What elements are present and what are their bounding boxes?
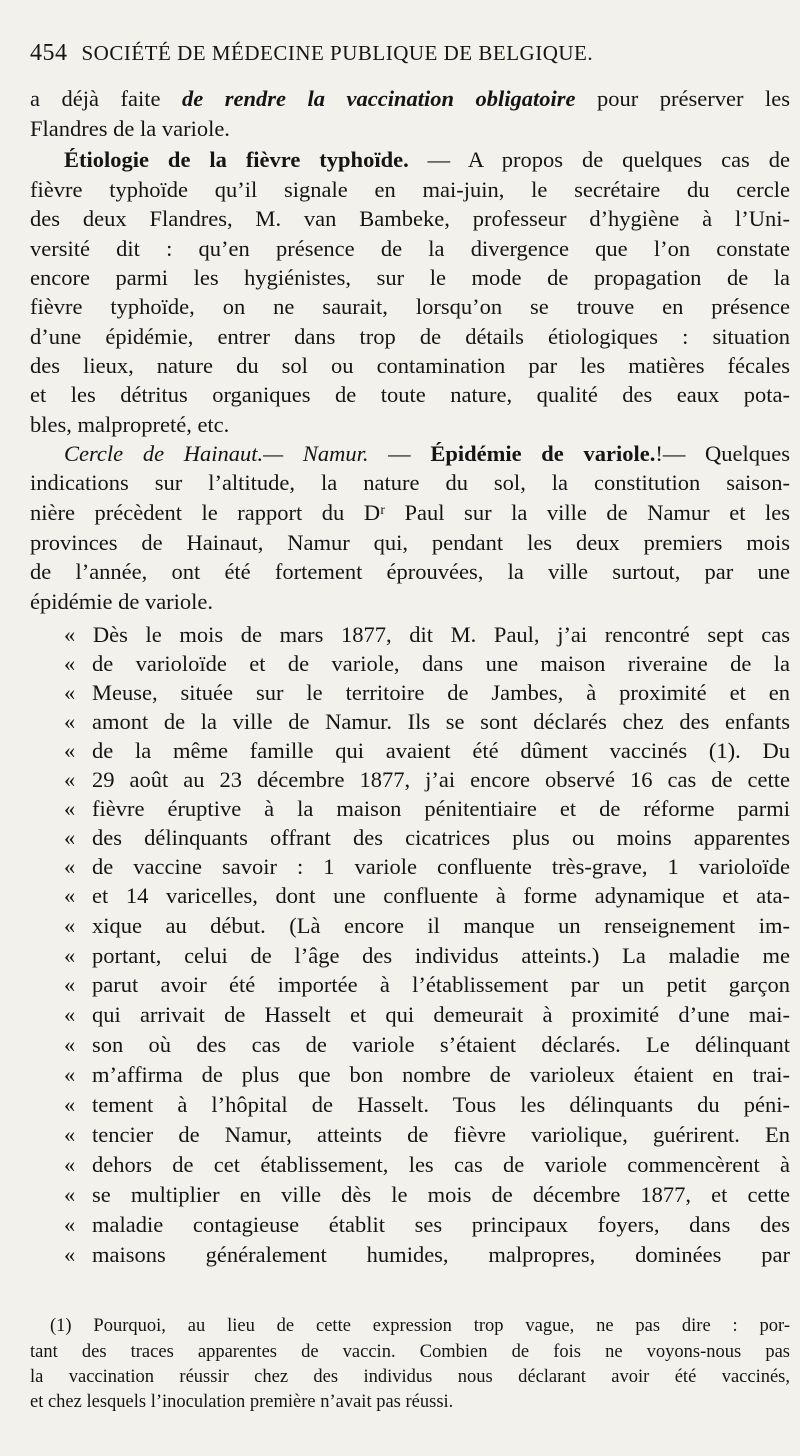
footnote-line: tant des traces apparentes de vaccin. Combien de fois ne voyons-nous pas [30,1342,790,1362]
text-line: Flandres de la variole. [30,116,230,141]
text-line: fièvre typhoïde, on ne saurait, lorsqu’on se trouve en présence [30,294,790,319]
quote-line: « de varioloïde et de variole, dans une maison riveraine de la [64,651,790,676]
quote-line: « et 14 varicelles, dont une confluente à forme adynamique et ata- [64,883,790,908]
text-line: d’une épidémie, entrer dans trop de détails étiologiques : situation [30,324,790,349]
page-number: 454 [30,40,68,66]
quote-line: « maladie contagieuse établit ses principaux foyers, dans des [64,1212,790,1237]
quote-line: « se multiplier en ville dès le mois de décembre 1877, et cette [64,1182,790,1207]
quote-line: « xique au début. (Là encore il manque un renseignement im- [64,913,790,938]
quote-line: « de la même famille qui avaient été dûment vaccinés (1). Du [64,738,790,763]
quote-line: « Meuse, située sur le territoire de Jambes, à proximité et en [64,680,790,705]
section-heading: Épidémie de variole. [430,441,656,466]
text-line: épidémie de variole. [30,589,214,614]
footnote-line: et chez lesquels l’inoculation première n’avait pas réussi. [30,1392,454,1412]
section-heading-line: Cercle de Hainaut.— Namur. — Épidémie de variole.!— Quelques [64,441,790,466]
running-title: SOCIÉTÉ DE MÉDECINE PUBLIQUE DE BELGIQUE. [81,41,594,65]
section-heading-line: Étiologie de la fièvre typhoïde. — A propos de quelques cas de [64,147,790,172]
text-line: encore parmi les hygiénistes, sur le mode de propagation de la [30,265,790,290]
text-line: bles, malpropreté, etc. [30,412,230,437]
text-line: fièvre typhoïde qu’il signale en mai-juin, le secrétaire du cercle [30,177,790,202]
quote-line: « amont de la ville de Namur. Ils se sont déclarés chez des enfants [64,709,790,734]
text-line: des lieux, nature du sol ou contamination par les matières fécales [30,353,790,378]
quote-line: « fièvre éruptive à la maison pénitentiaire et de réforme parmi [64,796,790,821]
text-line: des deux Flandres, M. van Bambeke, professeur d’hygiène à l’Uni- [30,206,790,231]
emphasis-phrase: de rendre la vaccination obligatoire [181,86,576,111]
quote-line: « parut avoir été importée à l’établissement par un petit garçon [64,972,790,997]
quote-line: « m’affirma de plus que bon nombre de varioleux étaient en trai- [64,1062,790,1087]
text-line: provinces de Hainaut, Namur qui, pendant les deux premiers mois [30,530,790,555]
running-header [30,40,790,76]
section-heading-italic: Cercle de Hainaut.— Namur. [64,441,369,466]
text-line: a déjà faite de rendre la vaccination obligatoire pour préserver les [30,86,790,111]
quote-line: « Dès le mois de mars 1877, dit M. Paul, j’ai rencontré sept cas [64,622,790,647]
quote-line: « tencier de Namur, atteints de fièvre variolique, guérirent. En [64,1122,790,1147]
text-line: indications sur l’altitude, la nature du sol, la constitution saison- [30,470,790,495]
quote-line: « maisons généralement humides, malpropres, dominées par [64,1242,790,1267]
quote-line: « dehors de cet établissement, les cas de variole commencèrent à [64,1152,790,1177]
text-line: de l’année, ont été fortement éprouvées, la ville surtout, par une [30,559,790,584]
section-heading: Étiologie de la fièvre typhoïde. [64,147,409,172]
text-line: nière précèdent le rapport du Dʳ Paul sur la ville de Namur et les [30,500,790,525]
text-line: et les détritus organiques de toute nature, qualité des eaux pota- [30,382,790,407]
quote-line: « son où des cas de variole s’étaient déclarés. Le délinquant [64,1032,790,1057]
footnote-line: (1) Pourquoi, au lieu de cette expression trop vague, ne pas dire : por- [50,1316,790,1336]
quote-line: « portant, celui de l’âge des individus atteints.) La maladie me [64,943,790,968]
quote-line: « 29 août au 23 décembre 1877, j’ai encore observé 16 cas de cette [64,767,790,792]
footnote-line: la vaccination réussir chez des individus nous déclarant avoir été vaccinés, [30,1367,790,1387]
quote-line: « qui arrivait de Hasselt et qui demeurait à proximité d’une mai- [64,1002,790,1027]
quote-line: « des délinquants offrant des cicatrices plus ou moins apparentes [64,825,790,850]
text-line: versité dit : qu’en présence de la divergence que l’on constate [30,236,790,261]
quote-line: « de vaccine savoir : 1 variole confluente très-grave, 1 varioloïde [64,854,790,879]
quote-line: « tement à l’hôpital de Hasselt. Tous les délinquants du péni- [64,1092,790,1117]
